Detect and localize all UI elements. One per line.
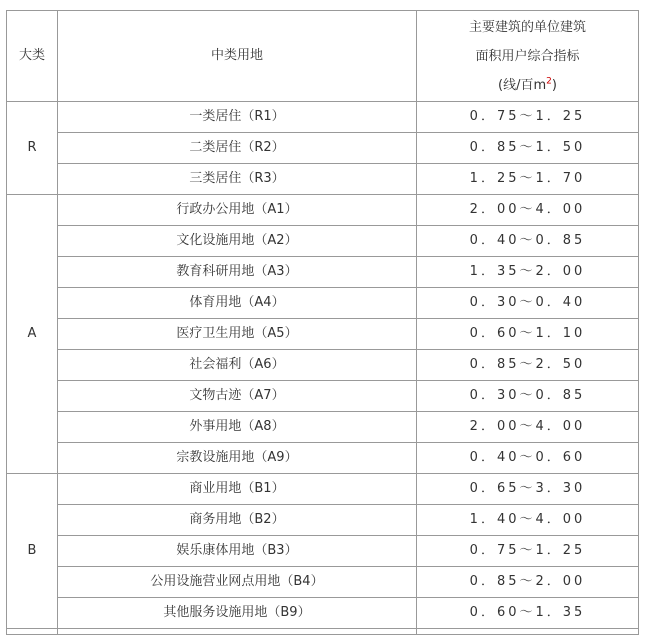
cutoff-cell	[7, 629, 58, 635]
land-use-index-table	[6, 10, 639, 635]
table-row	[7, 102, 639, 133]
table-row	[7, 598, 639, 629]
index-value-cell: 2．00～4．00	[417, 412, 639, 443]
medium-category-cell: 公用设施营业网点用地（B4）	[58, 567, 417, 598]
index-table-container	[6, 10, 638, 635]
table-row	[7, 195, 639, 226]
header-index-line3	[417, 71, 638, 100]
medium-category-cell: 社会福利（A6）	[58, 350, 417, 381]
table-row	[7, 164, 639, 195]
medium-category-cell: 娱乐康体用地（B3）	[58, 536, 417, 567]
table-row	[7, 226, 639, 257]
table-row	[7, 257, 639, 288]
medium-category-cell: 商务用地（B2）	[58, 505, 417, 536]
index-value-cell: 0．30～0．85	[417, 381, 639, 412]
index-value-cell: 2．00～4．00	[417, 195, 639, 226]
medium-category-cell: 教育科研用地（A3）	[58, 257, 417, 288]
table-row	[7, 536, 639, 567]
header-row	[7, 11, 639, 102]
table-row	[7, 319, 639, 350]
index-value-cell: 0．85～2．00	[417, 567, 639, 598]
index-value-cell: 1．25～1．70	[417, 164, 639, 195]
index-value-cell: 0．85～2．50	[417, 350, 639, 381]
medium-category-cell: 其他服务设施用地（B9）	[58, 598, 417, 629]
table-row	[7, 288, 639, 319]
medium-category-cell: 医疗卫生用地（A5）	[58, 319, 417, 350]
index-value-cell: 0．85～1．50	[417, 133, 639, 164]
table-row	[7, 505, 639, 536]
medium-category-cell: 文物古迹（A7）	[58, 381, 417, 412]
index-value-cell: 0．60～1．35	[417, 598, 639, 629]
medium-category-cell: 一类居住（R1）	[58, 102, 417, 133]
header-unit-superscript: 2	[546, 76, 552, 87]
header-index	[417, 11, 639, 102]
header-medium-category: 中类用地	[58, 11, 417, 102]
table-row	[7, 412, 639, 443]
index-value-cell: 0．65～3．30	[417, 474, 639, 505]
index-value-cell: 0．30～0．40	[417, 288, 639, 319]
table-row	[7, 567, 639, 598]
medium-category-cell: 体育用地（A4）	[58, 288, 417, 319]
medium-category-cell: 宗教设施用地（A9）	[58, 443, 417, 474]
cutoff-cell	[417, 629, 639, 635]
major-category-cell: A	[7, 195, 58, 474]
cutoff-row	[7, 629, 639, 635]
medium-category-cell: 行政办公用地（A1）	[58, 195, 417, 226]
medium-category-cell: 文化设施用地（A2）	[58, 226, 417, 257]
header-unit-prefix: (线/百m	[498, 77, 547, 93]
major-category-cell: R	[7, 102, 58, 195]
header-unit-suffix: )	[551, 77, 557, 93]
medium-category-cell: 三类居住（R3）	[58, 164, 417, 195]
index-value-cell: 0．75～1．25	[417, 536, 639, 567]
table-row	[7, 381, 639, 412]
cutoff-cell	[58, 629, 417, 635]
medium-category-cell: 二类居住（R2）	[58, 133, 417, 164]
table-row	[7, 443, 639, 474]
medium-category-cell: 商业用地（B1）	[58, 474, 417, 505]
index-value-cell: 0．60～1．10	[417, 319, 639, 350]
table-row	[7, 133, 639, 164]
index-value-cell: 0．40～0．60	[417, 443, 639, 474]
table-row	[7, 474, 639, 505]
medium-category-cell: 外事用地（A8）	[58, 412, 417, 443]
table-row	[7, 350, 639, 381]
major-category-cell: B	[7, 474, 58, 629]
header-index-line2: 面积用户综合指标	[475, 48, 580, 64]
header-index-line1: 主要建筑的单位建筑	[468, 19, 586, 35]
index-value-cell: 0．40～0．85	[417, 226, 639, 257]
index-value-cell: 0．75～1．25	[417, 102, 639, 133]
header-major-category: 大类	[7, 11, 58, 102]
index-value-cell: 1．35～2．00	[417, 257, 639, 288]
index-value-cell: 1．40～4．00	[417, 505, 639, 536]
